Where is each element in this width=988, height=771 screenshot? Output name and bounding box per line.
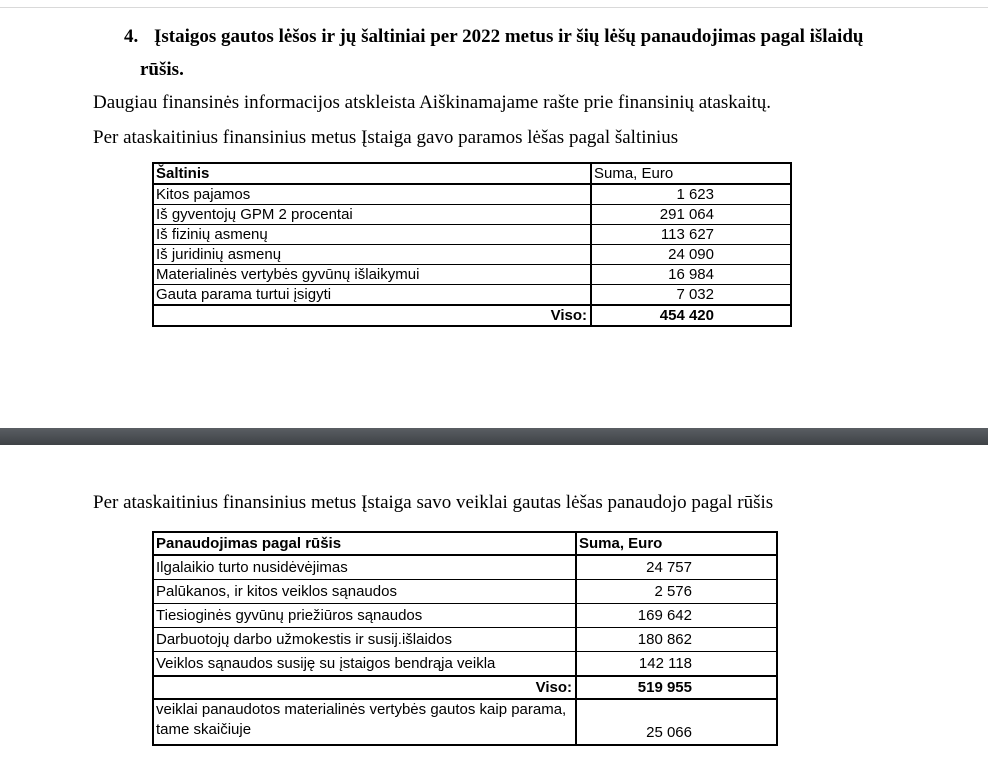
section-title-line-2: rūšis. [140, 59, 184, 80]
total-label: Viso: [153, 305, 591, 326]
table-row [153, 580, 777, 604]
total-row [153, 305, 791, 326]
row-label: Tiesioginės gyvūnų priežiūros sąnaudos [153, 604, 576, 628]
header-amount: Suma, Euro [576, 532, 777, 555]
page-top-border [0, 7, 988, 8]
header-usage-type: Panaudojimas pagal rūšis [153, 532, 576, 555]
material-values-row [153, 699, 777, 745]
row-value: 142 118 [576, 652, 777, 677]
row-label: Ilgalaikio turto nusidėvėjimas [153, 555, 576, 580]
sources-intro-paragraph: Per ataskaitinius finansinius metus Įstaiga gavo paramos lėšas pagal šaltinius [93, 127, 679, 148]
row-value: 2 576 [576, 580, 777, 604]
table-header-row [153, 532, 777, 555]
row-value: 24 090 [591, 245, 791, 265]
row-label: Iš juridinių asmenų [153, 245, 591, 265]
row-label: Iš fizinių asmenų [153, 225, 591, 245]
table-row [153, 205, 791, 225]
row-label: Materialinės vertybės gyvūnų išlaikymui [153, 265, 591, 285]
row-value: 1 623 [591, 184, 791, 205]
table-row [153, 652, 777, 677]
row-label: Darbuotojų darbo užmokestis ir susij.išlaidos [153, 628, 576, 652]
row-label: Palūkanos, ir kitos veiklos sąnaudos [153, 580, 576, 604]
material-values-label: veiklai panaudotos materialinės vertybės gautos kaip parama, tame skaičiuje [153, 699, 576, 745]
page-break-bar [0, 428, 988, 445]
total-row [153, 676, 777, 699]
table-row [153, 225, 791, 245]
section-number: 4. [124, 26, 139, 47]
row-value: 7 032 [591, 285, 791, 306]
row-label: Veiklos sąnaudos susiję su įstaigos bendrąja veikla [153, 652, 576, 677]
header-source: Šaltinis [153, 163, 591, 184]
table-row [153, 285, 791, 306]
row-value: 16 984 [591, 265, 791, 285]
total-value: 519 955 [576, 676, 777, 699]
table-row [153, 184, 791, 205]
row-value: 113 627 [591, 225, 791, 245]
info-paragraph: Daugiau finansinės informacijos atskleista Aiškinamajame rašte prie finansinių ataskaitų. [93, 92, 772, 113]
section-title-line-1: Įstaigos gautos lėšos ir jų šaltiniai per 2022 metus ir šių lėšų panaudojimas pagal išlaidų [154, 26, 864, 47]
row-value: 169 642 [576, 604, 777, 628]
usage-intro-paragraph: Per ataskaitinius finansinius metus Įstaiga savo veiklai gautas lėšas panaudojo pagal rūšis [93, 492, 774, 513]
row-label: Iš gyventojų GPM 2 procentai [153, 205, 591, 225]
table-header-row [153, 163, 791, 184]
row-value: 291 064 [591, 205, 791, 225]
table-row [153, 628, 777, 652]
row-value: 180 862 [576, 628, 777, 652]
total-value: 454 420 [591, 305, 791, 326]
material-values-value: 25 066 [576, 699, 777, 745]
row-label: Gauta parama turtui įsigyti [153, 285, 591, 306]
table-row [153, 604, 777, 628]
table-row [153, 555, 777, 580]
header-amount: Suma, Euro [591, 163, 791, 184]
table-row [153, 245, 791, 265]
usage-table [152, 531, 778, 746]
sources-table [152, 162, 792, 327]
table-row [153, 265, 791, 285]
row-label: Kitos pajamos [153, 184, 591, 205]
row-value: 24 757 [576, 555, 777, 580]
total-label: Viso: [153, 676, 576, 699]
